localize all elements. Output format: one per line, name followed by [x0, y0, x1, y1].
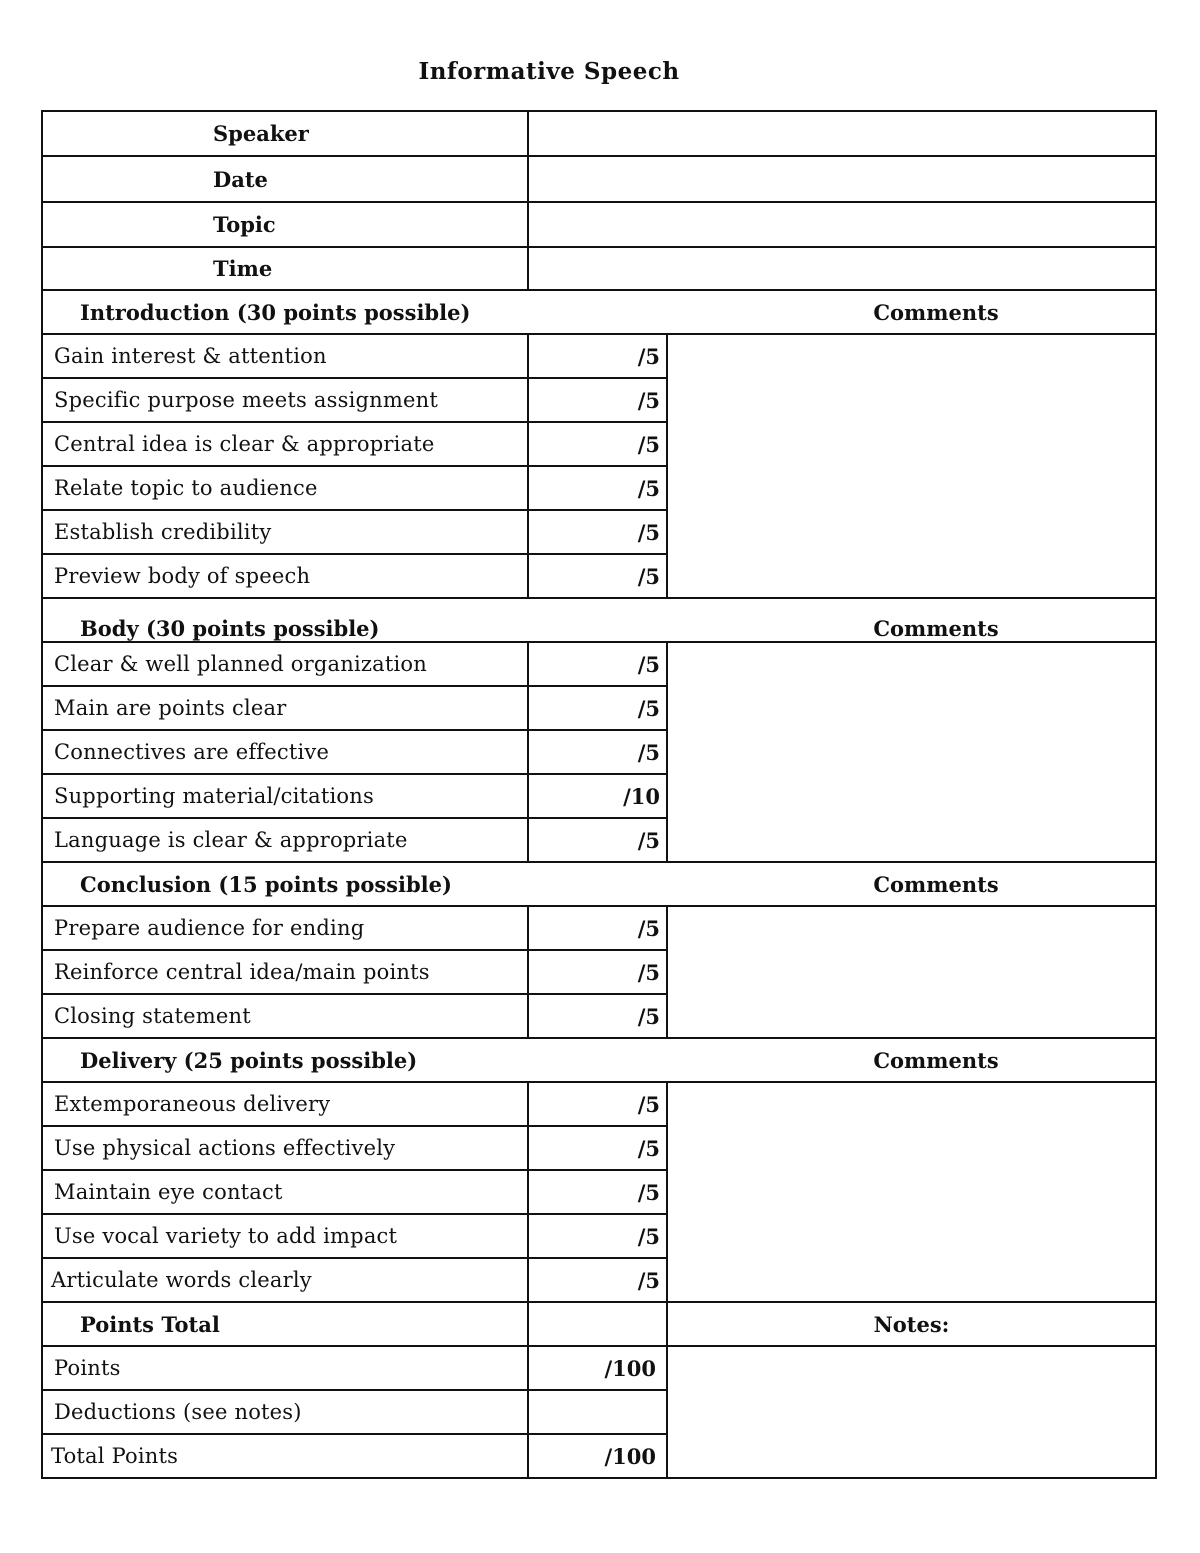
score-cell[interactable]: /5 — [528, 950, 667, 994]
criterion-label: Clear & well planned organization — [42, 642, 528, 686]
info-row-speaker — [42, 111, 1156, 156]
section-header-delivery — [42, 1038, 1156, 1082]
info-row-topic — [42, 202, 1156, 247]
totals-label: Total Points — [42, 1434, 528, 1478]
info-label: Speaker — [42, 111, 528, 156]
score-cell[interactable]: /5 — [528, 906, 667, 950]
criterion-label: Closing statement — [42, 994, 528, 1038]
criterion-label: Specific purpose meets assignment — [42, 378, 528, 422]
criterion-label: Reinforce central idea/main points — [42, 950, 528, 994]
speaker-field[interactable] — [528, 111, 1156, 156]
comments-box-introduction[interactable] — [667, 334, 1156, 598]
criterion-row — [42, 906, 1156, 950]
totals-label: Deductions (see notes) — [42, 1390, 528, 1434]
criterion-label: Maintain eye contact — [42, 1170, 528, 1214]
comments-box-delivery[interactable] — [667, 1082, 1156, 1302]
score-cell[interactable]: /5 — [528, 334, 667, 378]
score-cell[interactable]: /5 — [528, 466, 667, 510]
section-header-body — [42, 598, 1156, 642]
deductions-cell[interactable] — [528, 1390, 667, 1434]
criterion-label: Relate topic to audience — [42, 466, 528, 510]
info-label: Time — [42, 247, 528, 290]
totals-header — [42, 1302, 1156, 1346]
score-cell[interactable]: /5 — [528, 1126, 667, 1170]
comments-heading: Comments — [667, 862, 1156, 906]
criterion-label: Language is clear & appropriate — [42, 818, 528, 862]
criterion-label: Articulate words clearly — [42, 1258, 528, 1302]
score-cell[interactable]: /5 — [528, 818, 667, 862]
rubric-table — [41, 110, 1157, 1479]
score-cell[interactable]: /5 — [528, 1170, 667, 1214]
points-score-cell[interactable]: /100 — [528, 1346, 667, 1390]
criterion-label: Main are points clear — [42, 686, 528, 730]
notes-box[interactable] — [667, 1346, 1156, 1478]
info-row-time — [42, 247, 1156, 290]
comments-box-body[interactable] — [667, 642, 1156, 862]
totals-row — [42, 1346, 1156, 1390]
section-header-conclusion — [42, 862, 1156, 906]
section-header-introduction — [42, 290, 1156, 334]
points-total-heading: Points Total — [42, 1302, 528, 1346]
score-cell[interactable]: /10 — [528, 774, 667, 818]
criterion-label: Connectives are effective — [42, 730, 528, 774]
score-cell[interactable]: /5 — [528, 422, 667, 466]
criterion-label: Extemporaneous delivery — [42, 1082, 528, 1126]
criterion-label: Use physical actions effectively — [42, 1126, 528, 1170]
time-field[interactable] — [528, 247, 1156, 290]
date-field[interactable] — [528, 156, 1156, 202]
section-heading: Conclusion (15 points possible) — [42, 862, 667, 906]
comments-heading: Comments — [667, 598, 1156, 642]
comments-heading: Comments — [667, 290, 1156, 334]
score-cell[interactable]: /5 — [528, 554, 667, 598]
total-points-cell[interactable]: /100 — [528, 1434, 667, 1478]
criterion-row — [42, 1082, 1156, 1126]
criterion-label: Preview body of speech — [42, 554, 528, 598]
section-heading: Body (30 points possible) — [42, 598, 667, 642]
criterion-label: Prepare audience for ending — [42, 906, 528, 950]
section-heading: Introduction (30 points possible) — [42, 290, 667, 334]
info-row-date — [42, 156, 1156, 202]
comments-heading: Comments — [667, 1038, 1156, 1082]
score-cell[interactable]: /5 — [528, 730, 667, 774]
info-label: Date — [42, 156, 528, 202]
section-heading: Delivery (25 points possible) — [42, 1038, 667, 1082]
notes-heading: Notes: — [667, 1302, 1156, 1346]
score-cell[interactable]: /5 — [528, 1258, 667, 1302]
score-cell[interactable]: /5 — [528, 1214, 667, 1258]
page-title: Informative Speech — [418, 58, 680, 85]
comments-box-conclusion[interactable] — [667, 906, 1156, 1038]
criterion-row — [42, 334, 1156, 378]
score-cell[interactable]: /5 — [528, 686, 667, 730]
criterion-label: Central idea is clear & appropriate — [42, 422, 528, 466]
score-cell[interactable]: /5 — [528, 378, 667, 422]
totals-label: Points — [42, 1346, 528, 1390]
criterion-label: Supporting material/citations — [42, 774, 528, 818]
criterion-label: Gain interest & attention — [42, 334, 528, 378]
points-total-blank — [528, 1302, 667, 1346]
criterion-label: Establish credibility — [42, 510, 528, 554]
criterion-row — [42, 642, 1156, 686]
score-cell[interactable]: /5 — [528, 642, 667, 686]
info-label: Topic — [42, 202, 528, 247]
score-cell[interactable]: /5 — [528, 510, 667, 554]
topic-field[interactable] — [528, 202, 1156, 247]
criterion-label: Use vocal variety to add impact — [42, 1214, 528, 1258]
score-cell[interactable]: /5 — [528, 1082, 667, 1126]
score-cell[interactable]: /5 — [528, 994, 667, 1038]
